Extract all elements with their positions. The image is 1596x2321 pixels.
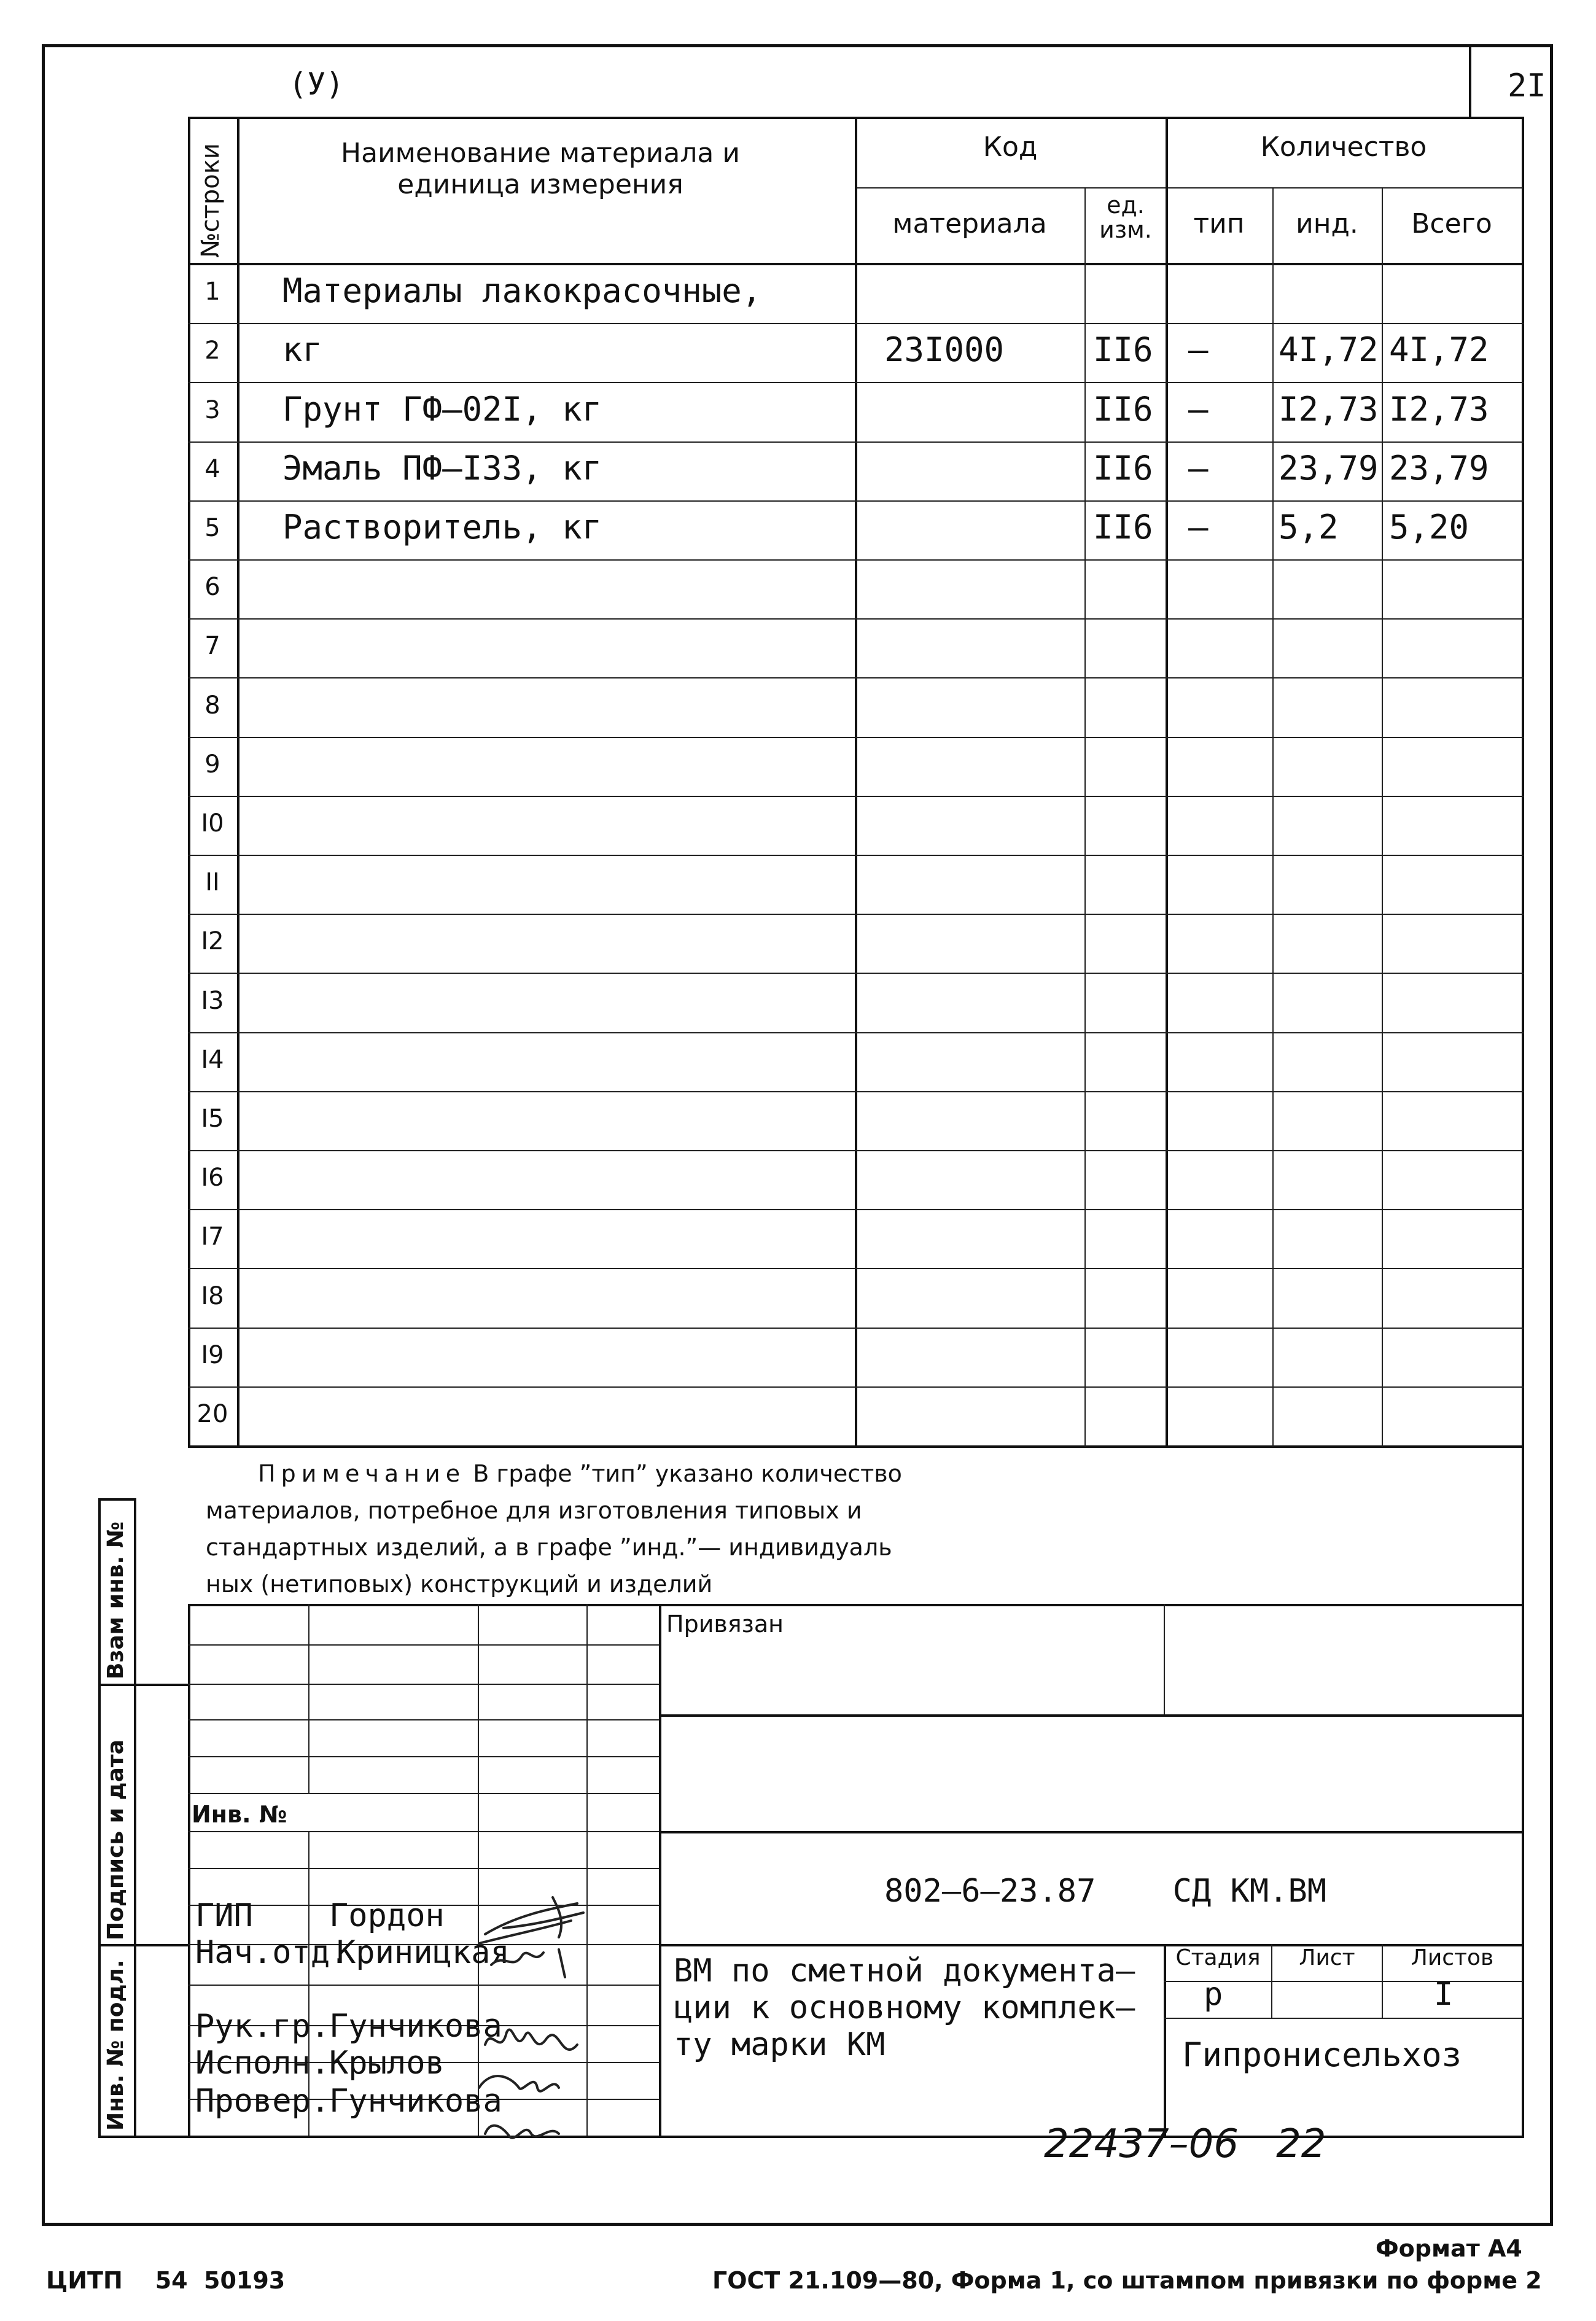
row-number: I4 [201,1046,224,1074]
row-number: 5 [204,514,220,542]
staff-role: Провер. [195,2083,330,2120]
cell-total: 23,79 [1389,449,1489,488]
row-number: 1 [204,278,220,306]
stamp-title-l2: ции к основному комплек– [674,1989,1135,2026]
cell-total: I2,73 [1389,390,1489,429]
signature-scribbles [467,1891,626,2149]
col-row-no-header: №строки [197,143,225,258]
cell-name: Растворитель, кг [282,508,602,546]
cell-name: кг [282,330,323,369]
row-number: 8 [204,691,220,720]
cell-total: 4I,72 [1389,330,1489,369]
gost-line: ГОСТ 21.109—80, Форма 1, со штампом привязки по форме 2 [712,2267,1542,2294]
cell-total: 5,20 [1389,508,1469,546]
note-line-4: ных (нетиповых) конструкций и изделий [206,1571,713,1598]
cell-unit: II6 [1093,508,1153,546]
row-number: I8 [201,1282,224,1310]
side-label-vzam: Взам инв. № [103,1521,128,1679]
cell-name: Эмаль ПФ–I33, кг [282,449,602,488]
note-lead: Примечание [258,1460,466,1487]
cell-ind: 23,79 [1279,449,1379,488]
staff-name: Гунчикова [329,2083,502,2120]
cell-name: Материалы лакокрасочные, [282,271,762,310]
row-number: 4 [204,455,220,483]
cell-type: – [1188,390,1209,429]
inv-no-label: Инв. № [192,1801,287,1828]
cell-ind: 5,2 [1279,508,1339,546]
row-number: I5 [201,1105,224,1133]
row-number: I7 [201,1223,224,1251]
cell-name: Грунт ГФ–02I, кг [282,390,602,429]
stamp-title-l1: ВМ по сметной документа– [674,1953,1135,1989]
page-number: 2I [1508,68,1546,104]
row-number: 9 [204,750,220,779]
page-number-divider [1469,44,1471,118]
staff-name: Гордон [329,1897,445,1934]
cell-ind: 4I,72 [1279,330,1379,369]
col-code-header: Код [983,131,1038,163]
row-number: I0 [201,809,224,838]
col-qty-ind-header: инд. [1296,208,1358,239]
cell-unit: II6 [1093,449,1153,488]
staff-role: ГИП [195,1897,253,1934]
col-qty-type-header: тип [1193,208,1245,239]
row-number: I3 [201,987,224,1015]
col-qty-header: Количество [1260,131,1427,163]
row-number: 7 [204,632,220,660]
cell-unit: II6 [1093,390,1153,429]
stage-value: р [1204,1976,1223,2013]
organization-name: Гипронисельхоз [1182,2035,1462,2074]
staff-role: Рук.гр. [195,2008,330,2045]
col-code-material-header: материала [892,208,1047,239]
staff-name: Крылов [329,2045,445,2082]
privyazan-label: Привязан [666,1611,784,1638]
note-line-2: материалов, потребное для изготовления типовых и [206,1497,862,1524]
row-number: 2 [204,336,220,365]
row-number: 3 [204,396,220,424]
side-label-inv-podl: Инв. № подл. [103,1959,128,2131]
note-line-3: стандартных изделий, а в графе ”инд.”— индивидуаль [206,1534,892,1561]
col-qty-total-header: Всего [1411,208,1492,239]
side-label-podpis: Подпись и дата [103,1740,128,1940]
left-print-code: ЦИТП 54 50193 [46,2267,286,2294]
left-mark: (У) [289,66,345,102]
row-number: I9 [201,1341,224,1369]
row-number: I2 [201,927,224,955]
stamp-title-l3: ту марки КМ [674,2026,886,2063]
row-number: 20 [197,1400,228,1428]
cell-unit: II6 [1093,330,1153,369]
note-line-1-text: В графе ”тип” указано количество [465,1460,902,1487]
stage-label: Стадия [1175,1945,1261,1970]
staff-role: Нач.отд. [195,1934,349,1971]
doc-code: 802–6–23.87 СД КМ.ВМ [884,1873,1327,1910]
cell-type: – [1188,330,1209,369]
sheets-label: Листов [1411,1945,1494,1970]
cell-type: – [1188,449,1209,488]
cell-code: 23I000 [884,330,1005,369]
handwritten-number: 22437–06 22 [1044,2121,1326,2167]
col-code-unit-header: ед. изм. [1099,192,1152,243]
staff-name: Гунчикова [329,2008,502,2045]
note-line-1 [258,1455,902,1492]
row-number: I6 [201,1164,224,1192]
cell-type: – [1188,508,1209,546]
staff-name: Криницкая [337,1934,510,1971]
row-number: II [205,868,220,896]
staff-role: Исполн. [195,2045,330,2082]
sheets-value: I [1434,1976,1454,2013]
format-label: Формат А4 [1376,2235,1522,2262]
sheet-label: Лист [1299,1945,1355,1970]
col-name-header: Наименование материала и единица измерения [341,138,740,200]
row-number: 6 [204,573,220,601]
cell-ind: I2,73 [1279,390,1379,429]
